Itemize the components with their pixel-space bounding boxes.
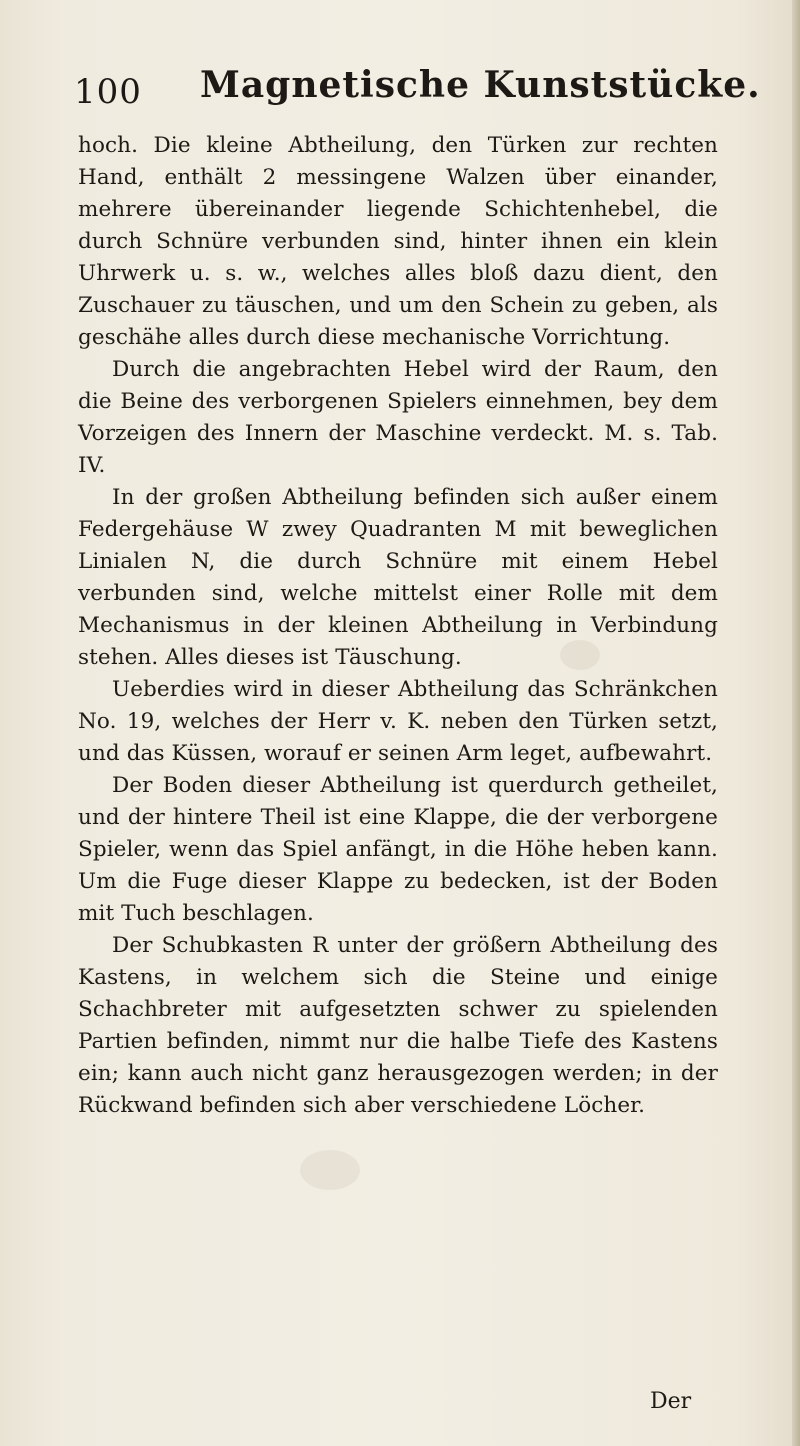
paper-stain	[300, 1150, 360, 1190]
paragraph: In der großen Abtheilung befinden sich außer einem Federgehäuse W zwey Quadranten M mit beweglichen Linialen N, die durch Schnüre mit einem Hebel verbunden sind, welche mittelst einer Rolle mit dem Mechanismus in der kleinen Abtheilung in Verbindung stehen. Alles dieses ist Täuschung.	[78, 485, 718, 670]
page-edge	[792, 0, 800, 1446]
paragraph: Ueberdies wird in dieser Abtheilung das Schränkchen No. 19, welches der Herr v. K. neben den Türken setzt, und das Küssen, worauf er seinen Arm leget, aufbewahrt.	[78, 677, 718, 766]
catchword: Der	[650, 1389, 692, 1414]
paragraph: Der Schubkasten R unter der größern Abtheilung des Kastens, in welchem sich die Steine und einige Schachbreter mit aufgesetzten schwer zu spielenden Partien befinden, nimmt nur die halbe Tiefe des Kastens ein; kann auch nicht ganz herausgezogen werden; in der Rückwand befinden sich aber verschiedene Löcher.	[78, 933, 718, 1118]
page-number: 100	[74, 72, 142, 112]
body-text	[78, 130, 718, 1122]
paragraph: hoch. Die kleine Abtheilung, den Türken zur rechten Hand, enthält 2 messingene Walzen über einander, mehrere übereinander liegende Schichtenhebel, die durch Schnüre verbunden sind, hinter ihnen ein klein Uhrwerk u. s. w., welches alles bloß dazu dient, den Zuschauer zu täuschen, und um den Schein zu geben, als geschähe alles durch diese mechanische Vorrichtung.	[78, 133, 718, 350]
page-header	[48, 50, 768, 120]
paragraph: Der Boden dieser Abtheilung ist querdurch getheilet, und der hintere Theil ist eine Klappe, die der verborgene Spieler, wenn das Spiel anfängt, in die Höhe heben kann. Um die Fuge dieser Klappe zu bedecken, ist der Boden mit Tuch beschlagen.	[78, 773, 718, 926]
paragraph: Durch die angebrachten Hebel wird der Raum, den die Beine des verborgenen Spielers einnehmen, bey dem Vorzeigen des Innern der Maschine verdeckt. M. s. Tab. IV.	[78, 357, 718, 478]
running-title: Magnetische Kunststücke.	[200, 64, 761, 106]
